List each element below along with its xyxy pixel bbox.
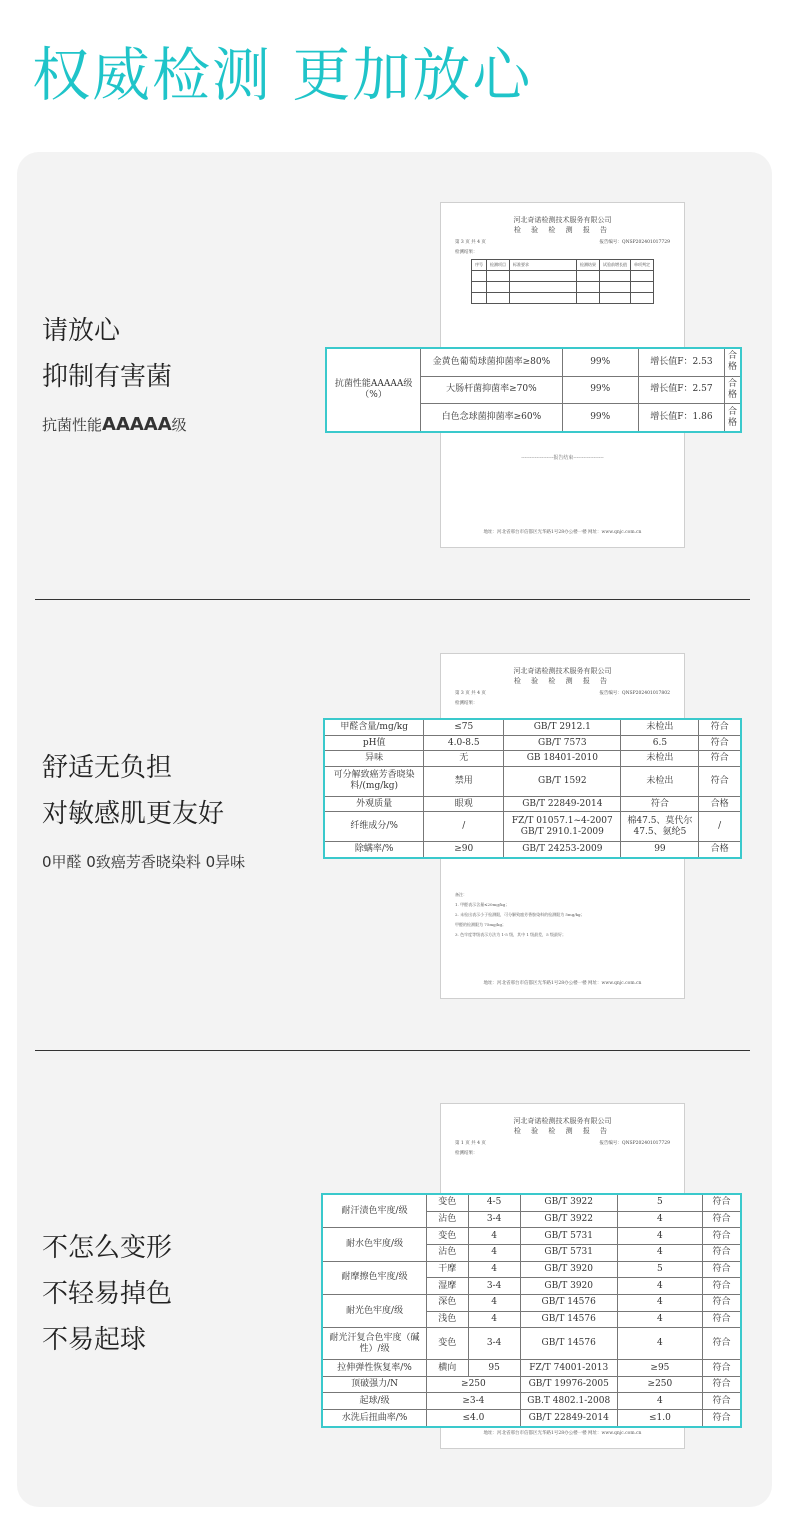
table-cell: 符合: [703, 1211, 741, 1228]
table-cell: ≥90: [424, 842, 504, 858]
table-cell: GB/T 3922: [520, 1194, 617, 1211]
report-meta: [441, 1140, 684, 1146]
table-cell: 禁用: [424, 766, 504, 796]
table-cell: 拉伸弹性恢复率/%: [322, 1360, 427, 1377]
table-cell: 4: [617, 1295, 702, 1312]
table-cell: 3-4: [468, 1211, 520, 1228]
table-cell: 深色: [427, 1295, 468, 1312]
report-page: 第 3 页 共 4 页: [455, 240, 486, 245]
section2-headline1: 舒适无负担: [42, 753, 173, 783]
table-cell: /: [424, 812, 504, 842]
table-row: [322, 1261, 741, 1278]
table-cell: 干摩: [427, 1261, 468, 1278]
table-cell: ≥250: [427, 1376, 521, 1393]
table-cell: ≥95: [617, 1360, 702, 1377]
table-cell: 符合: [699, 766, 741, 796]
table-cell: 符合: [703, 1328, 741, 1360]
table-cell: 耐光汗复合色牢度（碱性）/级: [322, 1328, 427, 1360]
table-cell: 大肠杆菌抑菌率≥70%: [421, 376, 562, 404]
table-cell: 外观质量: [324, 796, 424, 812]
report-number: 报告编号：QNSP202401017729: [599, 1141, 670, 1146]
table-cell: 湿摩: [427, 1278, 468, 1295]
mini-table: [471, 259, 654, 304]
table-cell: 4: [468, 1311, 520, 1328]
section2-subtitle: 0甲醛 0致癌芳香晓染料 0异味: [42, 853, 246, 871]
table-cell: 4: [617, 1211, 702, 1228]
table-cell: ≤1.0: [617, 1410, 702, 1427]
table-cell: 95: [468, 1360, 520, 1377]
table-cell: GB/T 19976-2005: [520, 1376, 617, 1393]
table-cell: 顶破强力/N: [322, 1376, 427, 1393]
table-row: [322, 1360, 741, 1377]
table-cell: ≥3-4: [427, 1393, 521, 1410]
report-meta: [441, 239, 684, 245]
note-line: 甲醛的检测限为 75mg/kg；: [455, 922, 507, 927]
table-cell: ≤75: [424, 719, 504, 735]
table-cell: 变色: [427, 1228, 468, 1245]
table-cell: 合格: [724, 376, 741, 404]
table-cell: 变色: [427, 1194, 468, 1211]
table-cell: 4: [468, 1295, 520, 1312]
table-cell: 合格: [724, 348, 741, 376]
antibacterial-table: [325, 347, 742, 433]
table-cell: 水洗后扭曲率/%: [322, 1410, 427, 1427]
table-cell: 3-4: [468, 1328, 520, 1360]
table-cell: 纤维成分/%: [324, 812, 424, 842]
report-title: 检 验 检 测 报 告: [513, 226, 612, 234]
table-cell: 4: [468, 1228, 520, 1245]
table-cell: 4: [468, 1261, 520, 1278]
table-cell: 4: [617, 1393, 702, 1410]
report-footer: 地址：河北省邢台市信都区光华路1号28办公楼一楼 网址：www.qnjc.com.cn: [483, 530, 642, 535]
section1-headline2: 抑制有害菌: [42, 362, 173, 392]
table-cell: 4: [617, 1228, 702, 1245]
durability-table: [321, 1193, 742, 1428]
table-cell: 99%: [562, 404, 638, 432]
note-line: 1. 甲醛表示含量≤20mg/kg；: [455, 902, 510, 907]
report-result-label: 检测结果：: [455, 250, 478, 255]
report-number: 报告编号：QNSP202401017802: [599, 691, 670, 696]
report-title: 检 验 检 测 报 告: [513, 1127, 612, 1135]
table-row: [324, 842, 741, 858]
table-cell: 4.0-8.5: [424, 735, 504, 751]
table-cell: 棉47.5、莫代尔47.5、氨纶5: [621, 812, 699, 842]
section1-text: [42, 308, 187, 435]
table-cell: GB/T 14576: [520, 1311, 617, 1328]
table-cell: 沾色: [427, 1211, 468, 1228]
table-cell: GB/T 22849-2014: [504, 796, 621, 812]
table-cell: 4: [468, 1245, 520, 1262]
table-row: [326, 348, 741, 376]
table-cell: 符合: [703, 1261, 741, 1278]
table-cell: 变色: [427, 1328, 468, 1360]
report-result-label: 检测结果：: [455, 701, 478, 706]
table-cell: 未检出: [621, 719, 699, 735]
table-cell: 未检出: [621, 766, 699, 796]
table-cell: 白色念球菌抑菌率≥60%: [421, 404, 562, 432]
table-cell: GB.T 4802.1-2008: [520, 1393, 617, 1410]
report-company: 河北奇诺检测技术服务有限公司: [513, 216, 612, 224]
section1-subtitle: 抗菌性能AAAAA级: [42, 414, 187, 435]
section2-headline2: 对敏感肌更友好: [42, 799, 225, 829]
page-title: 权威检测 更加放心: [32, 41, 533, 109]
table-cell: 4: [617, 1328, 702, 1360]
table-row: [324, 796, 741, 812]
section3-text: [42, 1225, 172, 1363]
section3-headline2: 不轻易掉色: [42, 1279, 173, 1309]
table-cell: 合格: [699, 796, 741, 812]
report-company: 河北奇诺检测技术服务有限公司: [513, 1117, 612, 1125]
table-cell: 6.5: [621, 735, 699, 751]
table-cell: 耐水色牢度/级: [322, 1228, 427, 1261]
table-cell: 4-5: [468, 1194, 520, 1211]
table-cell: pH值: [324, 735, 424, 751]
table-cell: 除螨率/%: [324, 842, 424, 858]
table-cell: 未检出: [621, 751, 699, 767]
table-cell: 合格: [724, 404, 741, 432]
table-cell: GB/T 24253-2009: [504, 842, 621, 858]
table-cell: 起球/级: [322, 1393, 427, 1410]
table-row: [322, 1194, 741, 1211]
table-cell: 合格: [699, 842, 741, 858]
report-meta: [441, 690, 684, 696]
table-cell: GB/T 5731: [520, 1245, 617, 1262]
table-row: [322, 1410, 741, 1427]
table-cell: 符合: [703, 1278, 741, 1295]
table-cell: GB/T 2912.1: [504, 719, 621, 735]
table-cell: 异味: [324, 751, 424, 767]
table-row: [324, 812, 741, 842]
table-cell: 符合: [703, 1295, 741, 1312]
table-cell: GB 18401-2010: [504, 751, 621, 767]
mini-header: 试验前增长值: [600, 260, 631, 271]
table-cell: GB/T 1592: [504, 766, 621, 796]
safety-table: [323, 718, 742, 859]
section3-headline3: 不易起球: [42, 1325, 147, 1355]
table-cell: 符合: [699, 719, 741, 735]
table-cell: GB/T 5731: [520, 1228, 617, 1245]
report-end: -------------------报告结束------------------: [521, 455, 604, 461]
section1-headline1: 请放心: [42, 316, 121, 346]
report-footer: 地址：河北省邢台市信都区光华路1号28办公楼一楼 网址：www.qnjc.com.cn: [483, 1431, 642, 1436]
mini-header: 检测结果: [577, 260, 600, 271]
note-line: 备注：: [455, 892, 467, 897]
table-cell: FZ/T 74001-2013: [520, 1360, 617, 1377]
report-title: 检 验 检 测 报 告: [513, 677, 612, 685]
section-divider: [35, 599, 750, 600]
table-cell: GB/T 14576: [520, 1295, 617, 1312]
table-cell: 4: [617, 1245, 702, 1262]
table-cell: 符合: [703, 1376, 741, 1393]
table-cell: 浅色: [427, 1311, 468, 1328]
section3-headline1: 不怎么变形: [42, 1233, 173, 1263]
table-cell: 符合: [699, 751, 741, 767]
report-number: 报告编号：QNSP202401017729: [599, 240, 670, 245]
table-cell: ≤4.0: [427, 1410, 521, 1427]
table-cell: FZ/T 01057.1~4-2007 GB/T 2910.1-2009: [504, 812, 621, 842]
table-cell: 符合: [703, 1228, 741, 1245]
table-cell: 符合: [703, 1311, 741, 1328]
table-cell: 5: [617, 1261, 702, 1278]
table-cell: 符合: [703, 1245, 741, 1262]
table-cell: GB/T 7573: [504, 735, 621, 751]
table-cell: GB/T 14576: [520, 1328, 617, 1360]
table-cell: 符合: [703, 1393, 741, 1410]
mini-header: 标准要求: [510, 260, 577, 271]
table-cell: /: [699, 812, 741, 842]
report-page: 第 1 页 共 4 页: [455, 1141, 486, 1146]
table-row: [322, 1295, 741, 1312]
table-cell: 5: [617, 1194, 702, 1211]
table-cell: 99%: [562, 348, 638, 376]
table-cell: 增长值F：2.53: [638, 348, 724, 376]
table-cell: 耐汗渍色牢度/级: [322, 1194, 427, 1228]
table-cell: 99%: [562, 376, 638, 404]
table-cell: 符合: [621, 796, 699, 812]
table-row: [322, 1376, 741, 1393]
table-cell: 符合: [703, 1194, 741, 1211]
report-footer: 地址：河北省邢台市信都区光华路1号28办公楼一楼 网址：www.qnjc.com.cn: [483, 981, 642, 986]
note-line: 3. 色牢度等级表示方法为 1-5 级，其中 1 级最差，5 级最好；: [455, 932, 566, 937]
table-cell: 符合: [703, 1410, 741, 1427]
table-cell: ≥250: [617, 1376, 702, 1393]
table-row: [322, 1328, 741, 1360]
table-cell: 眼观: [424, 796, 504, 812]
table-cell: 可分解致癌芳香晓染料/(mg/kg): [324, 766, 424, 796]
table-row: [324, 735, 741, 751]
report-page: 第 3 页 共 4 页: [455, 691, 486, 696]
table-cell: 符合: [703, 1360, 741, 1377]
report-notes: [441, 890, 684, 940]
mini-header: 检测项目: [487, 260, 510, 271]
table-row: [324, 766, 741, 796]
table-cell: 耐摩擦色牢度/级: [322, 1261, 427, 1294]
table-cell: GB/T 3920: [520, 1261, 617, 1278]
table-cell: 增长值F：2.57: [638, 376, 724, 404]
table-cell: 增长值F：1.86: [638, 404, 724, 432]
mini-header: 序号: [472, 260, 487, 271]
table-cell: 甲醛含量/mg/kg: [324, 719, 424, 735]
table-cell: 耐光色牢度/级: [322, 1295, 427, 1328]
table-row: [322, 1228, 741, 1245]
table-cell: 99: [621, 842, 699, 858]
table-cell: 3-4: [468, 1278, 520, 1295]
note-line: 2. 未检出表示小于检测限，可分解致癌芳香胺染料的检测限为 5mg/kg；: [455, 912, 585, 917]
table-cell: GB/T 3920: [520, 1278, 617, 1295]
table-cell: 无: [424, 751, 504, 767]
table-cell: 符合: [699, 735, 741, 751]
section2-text: [42, 745, 245, 872]
report-result-label: 检测结果：: [455, 1151, 478, 1156]
report-company: 河北奇诺检测技术服务有限公司: [513, 667, 612, 675]
mini-header: 单项判定: [631, 260, 654, 271]
table-cell: 横向: [427, 1360, 468, 1377]
table-row: [324, 751, 741, 767]
table-cell: 4: [617, 1278, 702, 1295]
table-row: [322, 1393, 741, 1410]
table-cell: 金黄色葡萄球菌抑菌率≥80%: [421, 348, 562, 376]
table-cell: GB/T 3922: [520, 1211, 617, 1228]
table-cell: 4: [617, 1311, 702, 1328]
table-cell: 抗菌性能AAAAA级（%）: [326, 348, 421, 432]
section-divider: [35, 1050, 750, 1051]
table-cell: GB/T 22849-2014: [520, 1410, 617, 1427]
table-cell: 沾色: [427, 1245, 468, 1262]
table-row: [324, 719, 741, 735]
